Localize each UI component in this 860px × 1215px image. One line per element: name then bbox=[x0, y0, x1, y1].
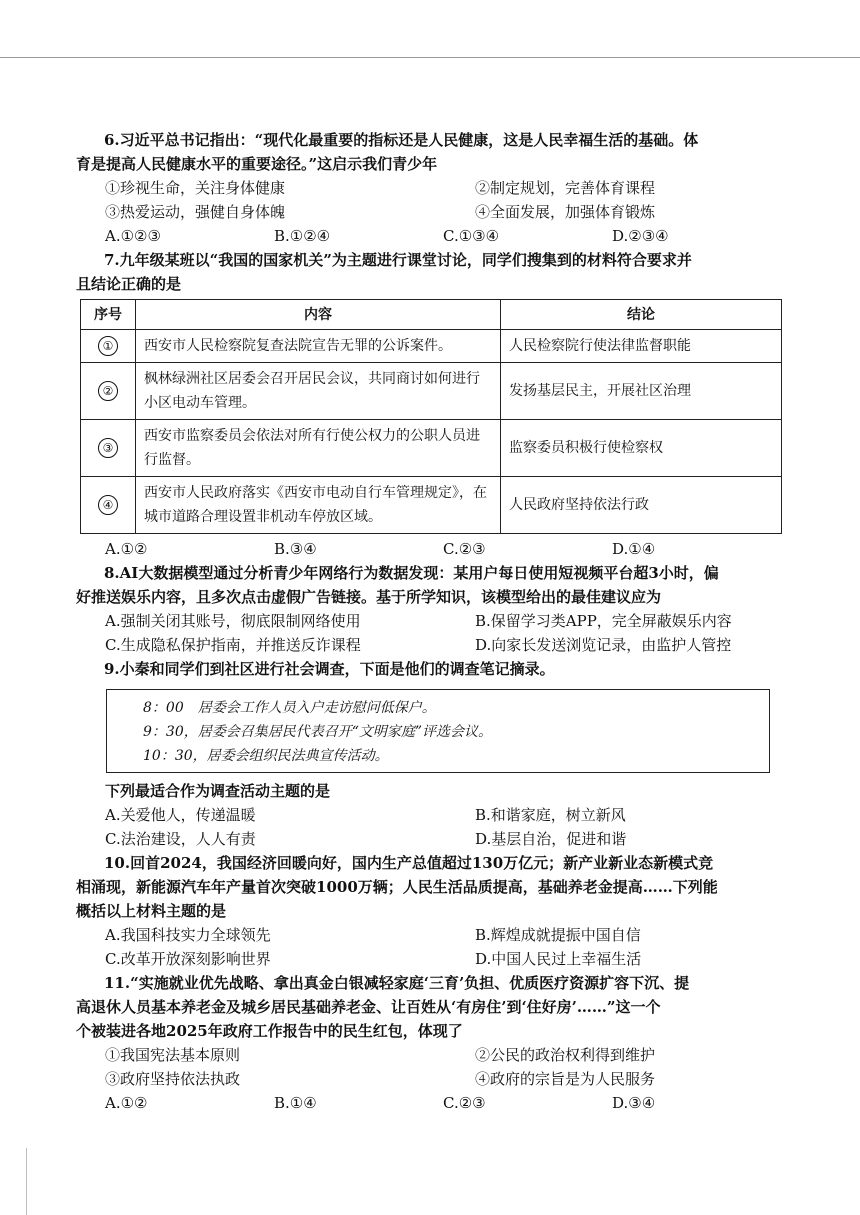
q7-table-header bbox=[81, 300, 782, 330]
exam-page bbox=[76, 128, 781, 1115]
q7-header-content: 内容 bbox=[136, 300, 501, 330]
q9-question: 下列最适合作为调查活动主题的是 bbox=[105, 782, 331, 800]
table-row bbox=[81, 363, 782, 420]
q7-header-conclusion: 结论 bbox=[501, 300, 782, 330]
q6-items-row2 bbox=[76, 200, 781, 224]
q6-choices bbox=[76, 224, 781, 248]
q6-item-2: ②制定规划，完善体育课程 bbox=[475, 179, 656, 197]
q6-item-3: ③热爱运动，强健自身体魄 bbox=[105, 203, 286, 221]
q9-options-row1 bbox=[76, 803, 781, 827]
q6-choice-c: C.①③④ bbox=[443, 227, 500, 245]
q6-stem-line2: 育是提高人民健康水平的重要途径。”这启示我们青少年 bbox=[76, 155, 438, 173]
q11-item-2: ②公民的政治权利得到维护 bbox=[475, 1046, 656, 1064]
q6-choice-b: B.①②④ bbox=[274, 227, 331, 245]
q9-options-row2 bbox=[76, 827, 781, 851]
q7-choice-b: B.③④ bbox=[274, 540, 317, 558]
q11-stem-line1: 11.“实施就业优先战略、拿出真金白银减轻家庭‘三育’负担、优质医疗资源扩容下沉、提 bbox=[104, 974, 690, 992]
q7-row-content: 西安市监察委员会依法对所有行使公权力的公职人员进行监督。 bbox=[136, 420, 501, 477]
q8-option-d: D.向家长发送浏览记录，由监护人管控 bbox=[475, 636, 732, 654]
q7-row-content: 西安市人民检察院复查法院宣告无罪的公诉案件。 bbox=[136, 330, 501, 363]
q11-item-1: ①我国宪法基本原则 bbox=[105, 1046, 241, 1064]
q10-options-row2 bbox=[76, 947, 781, 971]
q7-row-conclusion: 人民政府坚持依法行政 bbox=[501, 477, 782, 534]
q7-choice-c: C.②③ bbox=[443, 540, 486, 558]
q9-note-2: 9：30，居委会召集居民代表召开“文明家庭”评选会议。 bbox=[143, 724, 493, 740]
q8-options-row2 bbox=[76, 633, 781, 657]
q6-choice-a: A.①②③ bbox=[105, 227, 161, 245]
q7-row-number: ③ bbox=[98, 438, 118, 458]
q8-option-b: B.保留学习类APP，完全屏蔽娱乐内容 bbox=[475, 612, 732, 630]
q6-stem-line1: 6.习近平总书记指出：“现代化最重要的指标还是人民健康，这是人民幸福生活的基础。体 bbox=[104, 131, 699, 149]
q6-items-row1 bbox=[76, 176, 781, 200]
q11-choice-d: D.③④ bbox=[612, 1094, 656, 1112]
q9-option-b: B.和谐家庭，树立新风 bbox=[475, 806, 626, 824]
q11-item-4: ④政府的宗旨是为人民服务 bbox=[475, 1070, 656, 1088]
q9-option-d: D.基层自治，促进和谐 bbox=[475, 830, 627, 848]
page-top-rule bbox=[0, 57, 860, 58]
q11-choice-b: B.①④ bbox=[274, 1094, 317, 1112]
q10-option-b: B.辉煌成就提振中国自信 bbox=[475, 926, 641, 944]
q10-stem-line1: 10.回首2024，我国经济回暖向好，国内生产总值超过130万亿元；新产业新业态新模式竞 bbox=[104, 854, 714, 872]
q11-items-row2 bbox=[76, 1067, 781, 1091]
q8-options-row1 bbox=[76, 609, 781, 633]
q11-choice-a: A.①② bbox=[105, 1094, 148, 1112]
q7-stem-line2: 且结论正确的是 bbox=[76, 275, 182, 293]
q10-option-a: A.我国科技实力全球领先 bbox=[105, 926, 271, 944]
q7-row-conclusion: 人民检察院行使法律监督职能 bbox=[501, 330, 782, 363]
q9-stem: 9.小秦和同学们到社区进行社会调查，下面是他们的调查笔记摘录。 bbox=[104, 660, 555, 678]
q8-option-a: A.强制关闭其账号，彻底限制网络使用 bbox=[105, 612, 361, 630]
q10-options-row1 bbox=[76, 923, 781, 947]
q7-row-content: 枫林绿洲社区居委会召开居民会议，共同商讨如何进行小区电动车管理。 bbox=[136, 363, 501, 420]
q7-row-conclusion: 发扬基层民主，开展社区治理 bbox=[501, 363, 782, 420]
q7-choices bbox=[76, 537, 781, 561]
q8-stem-line2: 好推送娱乐内容，且多次点击虚假广告链接。基于所学知识，该模型给出的最佳建议应为 bbox=[76, 588, 662, 606]
q7-row-number: ④ bbox=[98, 495, 118, 515]
q8-stem-line1: 8.AI大数据模型通过分析青少年网络行为数据发现：某用户每日使用短视频平台超3小时，偏 bbox=[104, 564, 719, 582]
q7-row-conclusion: 监察委员积极行使检察权 bbox=[501, 420, 782, 477]
q7-row-number: ② bbox=[98, 381, 118, 401]
table-row bbox=[81, 477, 782, 534]
q11-stem-line3: 个被装进各地2025年政府工作报告中的民生红包，体现了 bbox=[76, 1022, 463, 1040]
q10-stem-line3: 概括以上材料主题的是 bbox=[76, 902, 227, 920]
q9-option-a: A.关爱他人，传递温暖 bbox=[105, 806, 256, 824]
q7-choice-a: A.①② bbox=[105, 540, 148, 558]
q6-item-4: ④全面发展，加强体育锻炼 bbox=[475, 203, 656, 221]
q10-option-d: D.中国人民过上幸福生活 bbox=[475, 950, 642, 968]
q9-survey-notes bbox=[106, 689, 770, 773]
q11-choice-c: C.②③ bbox=[443, 1094, 486, 1112]
q10-option-c: C.改革开放深刻影响世界 bbox=[105, 950, 271, 968]
q6-item-1: ①珍视生命，关注身体健康 bbox=[105, 179, 286, 197]
q8-option-c: C.生成隐私保护指南，并推送反诈课程 bbox=[105, 636, 361, 654]
q11-item-3: ③政府坚持依法执政 bbox=[105, 1070, 241, 1088]
q9-note-3: 10：30，居委会组织民法典宣传活动。 bbox=[143, 748, 389, 764]
q7-table bbox=[80, 299, 782, 534]
q7-row-content: 西安市人民政府落实《西安市电动自行车管理规定》，在城市道路合理设置非机动车停放区域。 bbox=[136, 477, 501, 534]
q9-note-1: 8：00 居委会工作人员入户走访慰问低保户。 bbox=[143, 700, 436, 716]
q9-option-c: C.法治建设，人人有责 bbox=[105, 830, 256, 848]
q7-row-number: ① bbox=[98, 336, 118, 356]
table-row bbox=[81, 330, 782, 363]
q11-stem-line2: 高退休人员基本养老金及城乡居民基础养老金、让百姓从‘有房住’到‘住好房’……”这一个 bbox=[76, 998, 661, 1016]
q7-choice-d: D.①④ bbox=[612, 540, 656, 558]
page-left-edge bbox=[26, 1148, 27, 1215]
q6-choice-d: D.②③④ bbox=[612, 227, 669, 245]
q11-items-row1 bbox=[76, 1043, 781, 1067]
q7-header-no: 序号 bbox=[81, 300, 136, 330]
table-row bbox=[81, 420, 782, 477]
q10-stem-line2: 相涌现，新能源汽车年产量首次突破1000万辆；人民生活品质提高，基础养老金提高……下列能 bbox=[76, 878, 718, 896]
q11-choices bbox=[76, 1091, 781, 1115]
q7-stem-line1: 7.九年级某班以“我国的国家机关”为主题进行课堂讨论，同学们搜集到的材料符合要求并 bbox=[104, 251, 692, 269]
